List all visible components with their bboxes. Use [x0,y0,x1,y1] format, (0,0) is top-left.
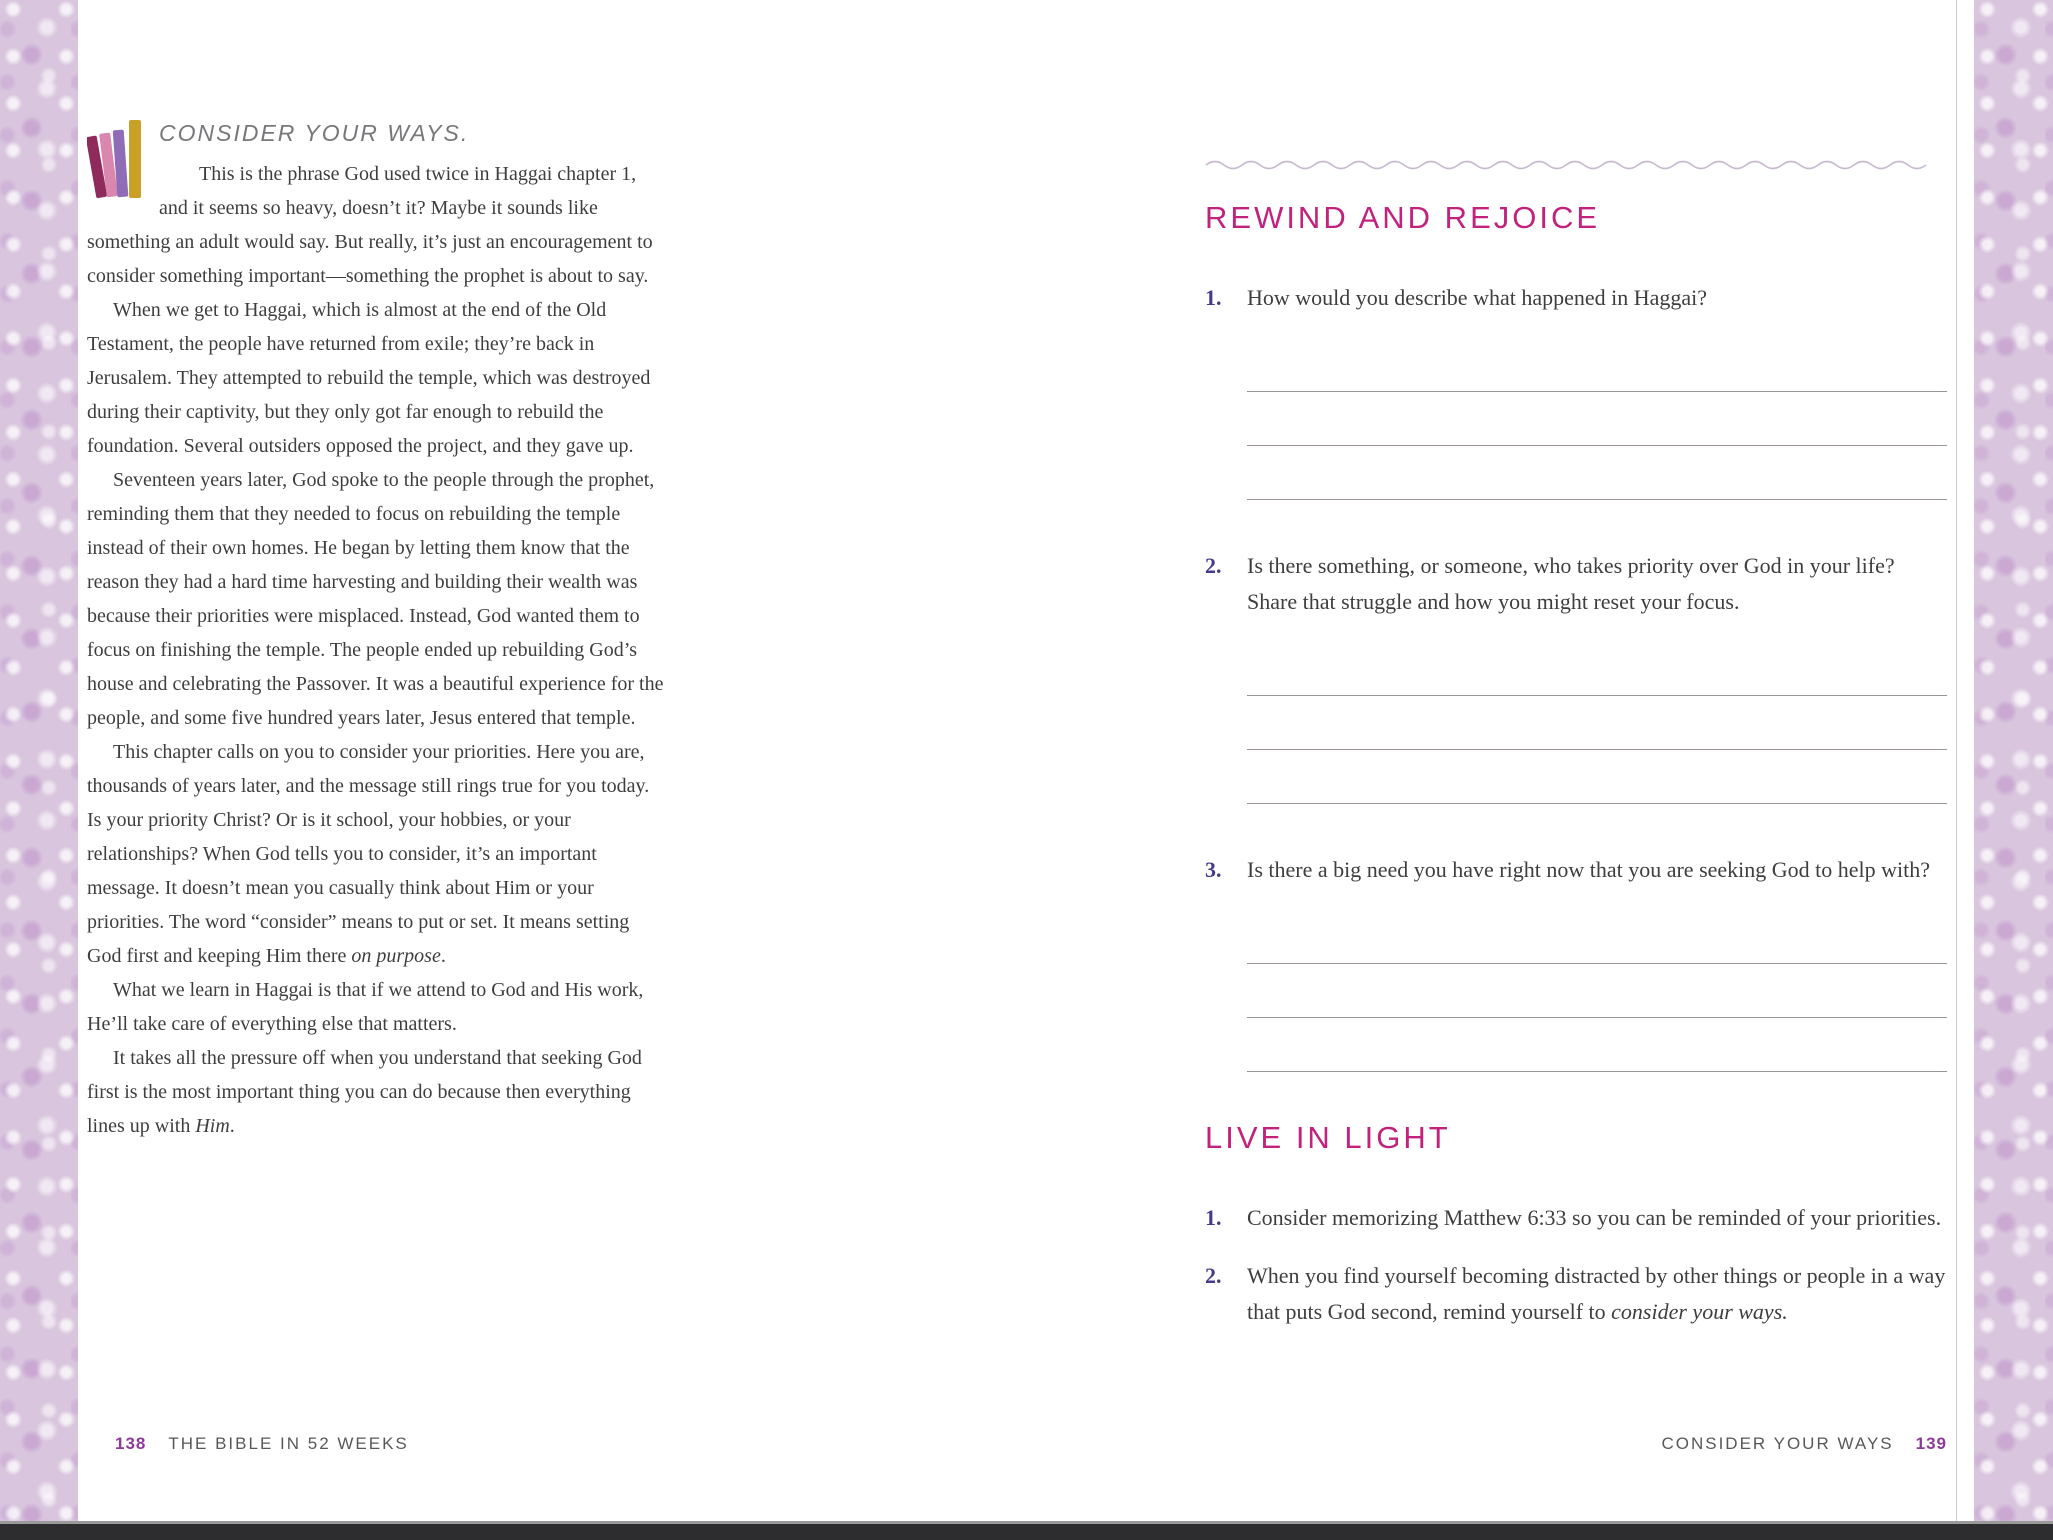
bottom-bar [0,1521,2053,1540]
page-edge-line [1956,0,1957,1524]
text-run: This is the phrase God used twice in Haggai chapter 1, and it seems so heavy, doesn’t it? Maybe it sounds like something an adult would say. But really, it’s just an encouragement to consider something important—something the prophet is about to say. [87,163,653,287]
text-run: . [229,1115,235,1137]
answer-write-lines [1247,338,1947,500]
page-number-right: 139 [1915,1434,1947,1453]
study-sections [1205,200,1947,1330]
answer-write-lines [1247,642,1947,804]
page-number-left: 138 [115,1434,147,1453]
study-section [1205,1120,1947,1330]
list-item [1205,1200,1947,1236]
write-line [1247,910,1947,964]
item-number: 3. [1205,857,1222,882]
item-number: 1. [1205,1205,1222,1230]
list-item [1205,1258,1947,1330]
chapter-heading: CONSIDER YOUR WAYS. [159,120,470,146]
section-heading: LIVE IN LIGHT [1205,1120,1451,1155]
text-run: When we get to Haggai, which is almost at the end of the Old Testament, the people have returned from exile; they’re back in Jerusalem. They attempted to rebuild the temple, which was destroyed during their captivity, but they only got far enough to rebuild the foundation. Several outsiders opposed the project, and they gave up. [87,299,651,457]
paragraph [87,157,667,293]
text-run: Is there something, or someone, who takes priority over God in your life? Share that struggle and how you might reset your focus. [1247,553,1895,614]
text-run: Is there a big need you have right now that you are seeking God to help with? [1247,857,1931,882]
paragraph [87,463,667,735]
text-run: When you find yourself becoming distracted by other things or people in a way that puts God second, remind yourself to [1247,1263,1946,1324]
write-line [1247,446,1947,500]
paragraph [87,973,667,1041]
item-number: 2. [1205,553,1222,578]
chapter-title-footer: CONSIDER YOUR WAYS [1661,1434,1894,1453]
item-text [1247,548,1947,620]
text-run: It takes all the pressure off when you understand that seeking God first is the most important thing you can do because then everything lines up with [87,1047,642,1137]
write-line [1247,392,1947,446]
text-run: Consider memorizing Matthew 6:33 so you can be reminded of your priorities. [1247,1205,1942,1230]
write-line [1247,338,1947,392]
left-decorative-border [0,0,78,1524]
item-text [1247,852,1947,888]
write-line [1247,1018,1947,1072]
item-text [1247,280,1947,316]
text-run: What we learn in Haggai is that if we attend to God and His work, He’ll take care of everything else that matters. [87,979,644,1035]
right-page [1205,158,1947,1352]
section-heading: REWIND AND REJOICE [1205,200,1601,235]
item-text [1247,1258,1947,1330]
write-line [1247,750,1947,804]
text-run: This chapter calls on you to consider your priorities. Here you are, thousands of years later, and the message still rings true for you today. Is your priority Christ? Or is it school, your hobbies, or your relationships? When God tells you to consider, it’s an important message. It doesn’t mean you casually think about Him or your priorities. The word “consider” means to put or set. It means setting God first and keeping Him there [87,741,650,967]
book-title: THE BIBLE IN 52 WEEKS [168,1434,409,1453]
left-footer [115,1434,409,1454]
italic-text: consider your ways. [1611,1299,1788,1324]
write-line [1247,696,1947,750]
paragraph [87,293,667,463]
write-line [1247,964,1947,1018]
list-item [1205,280,1947,316]
study-section [1205,200,1947,1072]
item-text [1247,1200,1947,1236]
right-footer [1661,1434,1947,1454]
item-number: 2. [1205,1263,1222,1288]
paragraph [87,735,667,973]
list-item [1205,548,1947,620]
item-number: 1. [1205,285,1222,310]
text-run: Seventeen years later, God spoke to the people through the prophet, reminding them that they needed to focus on rebuilding the temple instead of their own homes. He began by letting them know that the reason they had a hard time harvesting and building their wealth was because their priorities were misplaced. Instead, God wanted them to focus on finishing the temple. The people ended up rebuilding God’s house and celebrating the Passover. It was a beautiful experience for the people, and some five hundred years later, Jesus entered that temple. [87,469,664,729]
list-item [1205,852,1947,888]
books-icon [87,118,145,202]
paragraph [87,1041,667,1143]
text-run: . [440,945,446,967]
left-page [87,116,667,1143]
right-decorative-border [1974,0,2053,1524]
body-paragraphs [87,157,667,1143]
text-run: How would you describe what happened in Haggai? [1247,285,1708,310]
wavy-divider [1205,158,1947,170]
answer-write-lines [1247,910,1947,1072]
italic-text: Him [195,1115,230,1137]
write-line [1247,642,1947,696]
italic-text: on purpose [351,945,441,967]
